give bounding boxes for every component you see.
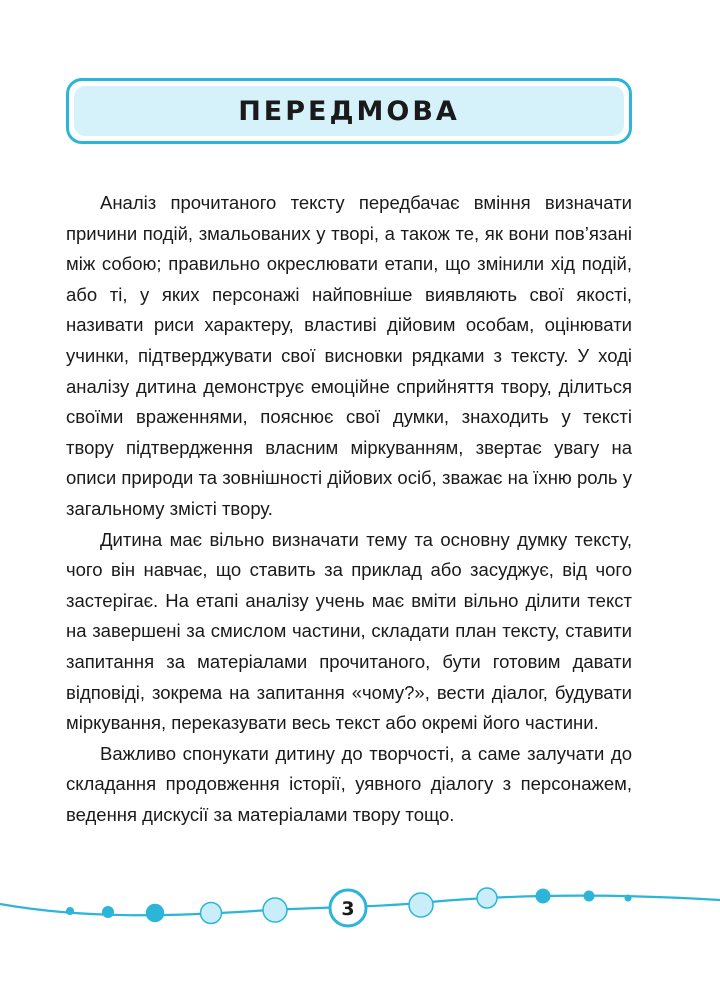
- footer-dot: [584, 891, 595, 902]
- footer-dot: [409, 893, 433, 917]
- title-banner-fill: [74, 86, 624, 136]
- title-banner: [66, 78, 632, 144]
- footer-decoration: [0, 860, 720, 970]
- footer-dot: [477, 888, 497, 908]
- preface-body: [66, 188, 632, 830]
- footer-dot: [625, 895, 632, 902]
- footer-dot: [263, 898, 287, 922]
- footer-dot: [66, 907, 74, 915]
- footer-dot: [147, 905, 164, 922]
- page-title: ПЕРЕДМОВА: [238, 95, 460, 127]
- footer-dot: [102, 906, 114, 918]
- page-number: 3: [341, 898, 355, 920]
- paragraph-3: Важливо спонукати дитину до творчості, а саме залучати до складання продовження історії, уявного діалогу з персонажем, ведення дискусії за матеріалами твору тощо.: [66, 742, 632, 825]
- paragraph-2: Дитина має вільно визначати тему та основну думку тексту, чого він навчає, що ставить за приклад або засуджує, від чого застерігає. На етапі аналізу учень має вміти вільно ділити текст на завершені за смислом частини, складати план тексту, ставити запитання за матеріалами прочитаного, бути готовим давати відповіді, зокрема на запитання «чому?», вести діалог, будувати міркування, переказувати весь текст або окремі його частини.: [66, 528, 632, 734]
- footer-dot: [536, 889, 551, 904]
- paragraph-1: Аналіз прочитаного тексту передбачає вміння визначати причини подій, змальованих у творі, а також те, як вони пов’язані між собою; правильно окреслювати етапи, що змінили хід подій, або ті, у яких персонажі найповніше виявляють свої якості, називати риси характеру, властиві дійовим особам, оцінювати учинки, підтверджувати свої висновки рядками з тексту. У ході аналізу дитина демонструє емоційне сприйняття твору, ділиться своїми враженнями, пояснює свої думки, знаходить у тексті твору підтвердження власним міркуванням, звертає увагу на описи природи та зовнішності дійових осіб, зважає на їхню роль у загальному змісті твору.: [66, 192, 632, 519]
- footer-dot: [201, 903, 222, 924]
